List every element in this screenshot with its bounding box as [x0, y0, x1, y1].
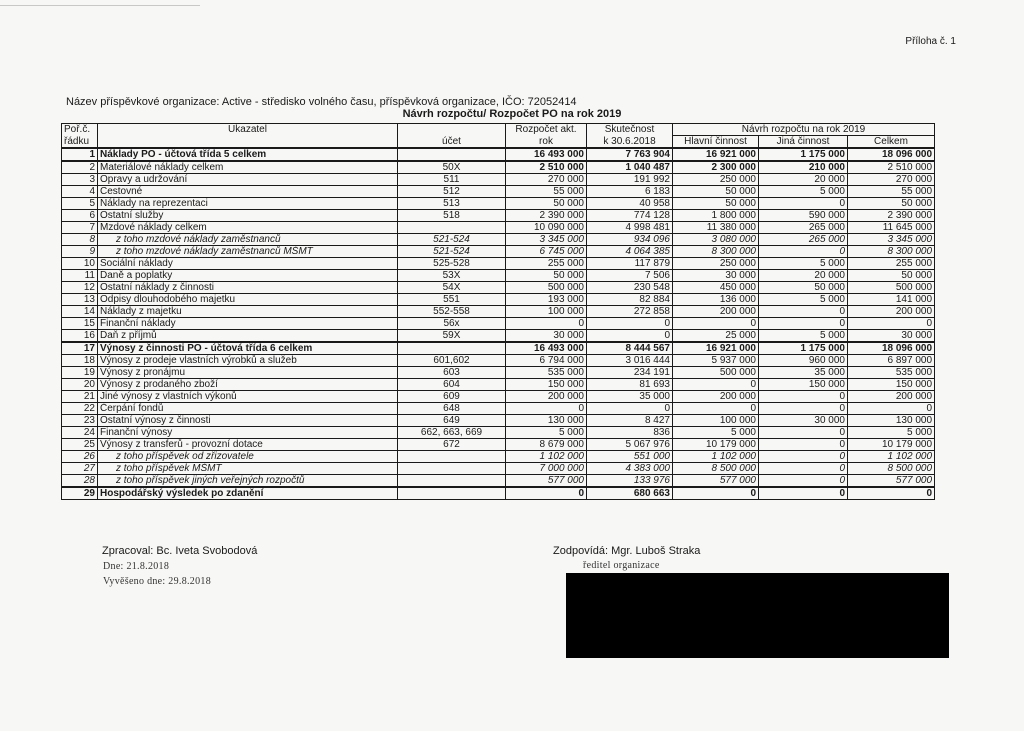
table-row — [62, 403, 935, 415]
account-code — [398, 222, 506, 234]
actual-to-date: 8 427 — [587, 415, 673, 427]
row-number: 13 — [62, 294, 98, 306]
proposal-total: 270 000 — [848, 174, 935, 186]
actual-to-date: 40 958 — [587, 198, 673, 210]
actual-to-date: 0 — [587, 318, 673, 330]
table-row — [62, 246, 935, 258]
budget-current-year: 100 000 — [506, 306, 587, 318]
proposal-main-activity: 8 500 000 — [673, 463, 759, 475]
proposal-total: 141 000 — [848, 294, 935, 306]
indicator-name: Finanční výnosy — [98, 427, 398, 439]
header-account-top — [398, 124, 506, 136]
budget-current-year: 50 000 — [506, 270, 587, 282]
row-number: 10 — [62, 258, 98, 270]
actual-to-date: 5 067 976 — [587, 439, 673, 451]
actual-to-date: 81 693 — [587, 379, 673, 391]
proposal-main-activity: 11 380 000 — [673, 222, 759, 234]
proposal-total: 6 897 000 — [848, 355, 935, 367]
proposal-main-activity: 100 000 — [673, 415, 759, 427]
table-row — [62, 306, 935, 318]
indicator-name: Sociální náklady — [98, 258, 398, 270]
table-subheader-row — [62, 136, 935, 149]
row-number: 24 — [62, 427, 98, 439]
header-row-number: Poř.č. — [62, 124, 98, 136]
proposal-main-activity: 200 000 — [673, 391, 759, 403]
proposal-main-activity: 200 000 — [673, 306, 759, 318]
row-number: 9 — [62, 246, 98, 258]
table-row — [62, 210, 935, 222]
proposal-total: 18 096 000 — [848, 148, 935, 161]
proposal-other-activity: 35 000 — [759, 367, 848, 379]
proposal-other-activity: 0 — [759, 427, 848, 439]
proposal-main-activity: 5 937 000 — [673, 355, 759, 367]
row-number: 25 — [62, 439, 98, 451]
proposal-other-activity: 0 — [759, 198, 848, 210]
indicator-name: Výnosy z transferů - provozní dotace — [98, 439, 398, 451]
row-number: 6 — [62, 210, 98, 222]
account-code: 53X — [398, 270, 506, 282]
row-number: 28 — [62, 475, 98, 488]
actual-to-date: 7 763 904 — [587, 148, 673, 161]
proposal-total: 255 000 — [848, 258, 935, 270]
row-number: 27 — [62, 463, 98, 475]
proposal-total: 0 — [848, 487, 935, 500]
account-code: 649 — [398, 415, 506, 427]
actual-to-date: 0 — [587, 330, 673, 343]
budget-table — [61, 123, 935, 500]
actual-to-date: 934 096 — [587, 234, 673, 246]
actual-to-date: 272 858 — [587, 306, 673, 318]
row-number: 26 — [62, 451, 98, 463]
proposal-other-activity: 5 000 — [759, 330, 848, 343]
proposal-other-activity: 20 000 — [759, 270, 848, 282]
account-code: 525-528 — [398, 258, 506, 270]
proposal-main-activity: 500 000 — [673, 367, 759, 379]
budget-current-year: 0 — [506, 487, 587, 500]
proposal-total: 11 645 000 — [848, 222, 935, 234]
budget-current-year: 150 000 — [506, 379, 587, 391]
proposal-other-activity: 0 — [759, 318, 848, 330]
actual-to-date: 8 444 567 — [587, 342, 673, 355]
header-account: účet — [398, 136, 506, 149]
proposal-main-activity: 0 — [673, 403, 759, 415]
budget-current-year: 50 000 — [506, 198, 587, 210]
actual-to-date: 117 879 — [587, 258, 673, 270]
indicator-name: Výnosy z prodeje vlastních výrobků a služeb — [98, 355, 398, 367]
indicator-name: Náklady na reprezentaci — [98, 198, 398, 210]
account-code — [398, 487, 506, 500]
proposal-total: 30 000 — [848, 330, 935, 343]
posted-date: Vyvěšeno dne: 29.8.2018 — [103, 576, 211, 587]
row-number: 12 — [62, 282, 98, 294]
table-row — [62, 330, 935, 343]
row-number: 29 — [62, 487, 98, 500]
indicator-name: Odpisy dlouhodobého majetku — [98, 294, 398, 306]
row-number: 23 — [62, 415, 98, 427]
proposal-other-activity: 5 000 — [759, 258, 848, 270]
row-number: 20 — [62, 379, 98, 391]
budget-current-year: 0 — [506, 403, 587, 415]
budget-current-year: 200 000 — [506, 391, 587, 403]
proposal-other-activity: 265 000 — [759, 234, 848, 246]
proposal-other-activity: 265 000 — [759, 222, 848, 234]
proposal-main-activity: 250 000 — [673, 258, 759, 270]
header-other-activity: Jiná činnost — [759, 136, 848, 149]
table-row — [62, 161, 935, 174]
header-proposal: Návrh rozpočtu na rok 2019 — [673, 124, 935, 136]
header-indicator-bottom — [98, 136, 398, 149]
proposal-total: 2 510 000 — [848, 161, 935, 174]
budget-current-year: 30 000 — [506, 330, 587, 343]
budget-current-year: 6 745 000 — [506, 246, 587, 258]
table-row — [62, 222, 935, 234]
proposal-total: 1 102 000 — [848, 451, 935, 463]
indicator-name: z toho mzdové náklady zaměstnanců — [98, 234, 398, 246]
proposal-other-activity: 0 — [759, 403, 848, 415]
table-row — [62, 174, 935, 186]
header-budget: Rozpočet akt. — [506, 124, 587, 136]
proposal-other-activity: 30 000 — [759, 415, 848, 427]
account-code: 512 — [398, 186, 506, 198]
indicator-name: Výnosy z pronájmu — [98, 367, 398, 379]
budget-current-year: 16 493 000 — [506, 342, 587, 355]
row-number: 5 — [62, 198, 98, 210]
actual-to-date: 230 548 — [587, 282, 673, 294]
responsible-role: ředitel organizace — [583, 560, 660, 571]
proposal-total: 200 000 — [848, 306, 935, 318]
proposal-total: 8 500 000 — [848, 463, 935, 475]
proposal-total: 5 000 — [848, 427, 935, 439]
proposal-other-activity: 50 000 — [759, 282, 848, 294]
proposal-other-activity: 0 — [759, 475, 848, 488]
indicator-name: Náklady z majetku — [98, 306, 398, 318]
redacted-signature-block — [566, 573, 949, 658]
scan-edge-line — [0, 5, 200, 6]
actual-to-date: 836 — [587, 427, 673, 439]
indicator-name: z toho příspěvek MŠMT — [98, 463, 398, 475]
row-number: 21 — [62, 391, 98, 403]
indicator-name: Náklady PO - účtová třída 5 celkem — [98, 148, 398, 161]
budget-current-year: 0 — [506, 318, 587, 330]
actual-to-date: 4 383 000 — [587, 463, 673, 475]
proposal-main-activity: 250 000 — [673, 174, 759, 186]
proposal-main-activity: 1 800 000 — [673, 210, 759, 222]
indicator-name: z toho příspěvek od zřizovatele — [98, 451, 398, 463]
budget-current-year: 500 000 — [506, 282, 587, 294]
indicator-name: Ostatní výnosy z činnosti — [98, 415, 398, 427]
header-actual-2: k 30.6.2018 — [587, 136, 673, 149]
account-code: 604 — [398, 379, 506, 391]
row-number: 18 — [62, 355, 98, 367]
proposal-main-activity: 50 000 — [673, 198, 759, 210]
proposal-total: 535 000 — [848, 367, 935, 379]
proposal-main-activity: 10 179 000 — [673, 439, 759, 451]
table-row — [62, 391, 935, 403]
actual-to-date: 234 191 — [587, 367, 673, 379]
table-header-row — [62, 124, 935, 136]
proposal-other-activity: 1 175 000 — [759, 342, 848, 355]
table-row — [62, 487, 935, 500]
budget-current-year: 2 390 000 — [506, 210, 587, 222]
actual-to-date: 680 663 — [587, 487, 673, 500]
table-row — [62, 148, 935, 161]
proposal-total: 200 000 — [848, 391, 935, 403]
budget-current-year: 130 000 — [506, 415, 587, 427]
actual-to-date: 133 976 — [587, 475, 673, 488]
header-total: Celkem — [848, 136, 935, 149]
row-number: 17 — [62, 342, 98, 355]
account-code: 50X — [398, 161, 506, 174]
account-code — [398, 463, 506, 475]
indicator-name: z toho příspěvek jiných veřejných rozpočtů — [98, 475, 398, 488]
account-code — [398, 342, 506, 355]
organization-line: Název příspěvkové organizace: Active - středisko volného času, příspěvková organizace, IČO: 72052414 — [66, 96, 577, 108]
indicator-name: Daně a poplatky — [98, 270, 398, 282]
proposal-total: 18 096 000 — [848, 342, 935, 355]
table-row — [62, 342, 935, 355]
account-code: 59X — [398, 330, 506, 343]
row-number: 22 — [62, 403, 98, 415]
proposal-total: 500 000 — [848, 282, 935, 294]
account-code: 551 — [398, 294, 506, 306]
table-row — [62, 258, 935, 270]
budget-current-year: 3 345 000 — [506, 234, 587, 246]
budget-current-year: 6 794 000 — [506, 355, 587, 367]
proposal-main-activity: 16 921 000 — [673, 342, 759, 355]
account-code: 54X — [398, 282, 506, 294]
account-code: 662, 663, 669 — [398, 427, 506, 439]
row-number: 8 — [62, 234, 98, 246]
indicator-name: Hospodářský výsledek po zdanění — [98, 487, 398, 500]
row-number: 3 — [62, 174, 98, 186]
table-row — [62, 186, 935, 198]
indicator-name: Čerpání fondů — [98, 403, 398, 415]
proposal-main-activity: 450 000 — [673, 282, 759, 294]
actual-to-date: 191 992 — [587, 174, 673, 186]
indicator-name: Ostatní služby — [98, 210, 398, 222]
budget-current-year: 193 000 — [506, 294, 587, 306]
proposal-other-activity: 150 000 — [759, 379, 848, 391]
account-code: 521-524 — [398, 234, 506, 246]
budget-current-year: 577 000 — [506, 475, 587, 488]
proposal-total: 150 000 — [848, 379, 935, 391]
indicator-name: Cestovné — [98, 186, 398, 198]
proposal-total: 50 000 — [848, 198, 935, 210]
actual-to-date: 6 183 — [587, 186, 673, 198]
account-code: 672 — [398, 439, 506, 451]
table-row — [62, 318, 935, 330]
proposal-main-activity: 3 080 000 — [673, 234, 759, 246]
proposal-other-activity: 0 — [759, 487, 848, 500]
actual-to-date: 7 506 — [587, 270, 673, 282]
proposal-main-activity: 0 — [673, 487, 759, 500]
proposal-total: 130 000 — [848, 415, 935, 427]
budget-current-year: 8 679 000 — [506, 439, 587, 451]
table-row — [62, 415, 935, 427]
budget-current-year: 16 493 000 — [506, 148, 587, 161]
table-row — [62, 427, 935, 439]
indicator-name: Výnosy z činnosti PO - účtová třída 6 celkem — [98, 342, 398, 355]
proposal-main-activity: 0 — [673, 318, 759, 330]
actual-to-date: 4 998 481 — [587, 222, 673, 234]
proposal-total: 577 000 — [848, 475, 935, 488]
proposal-other-activity: 590 000 — [759, 210, 848, 222]
budget-current-year: 535 000 — [506, 367, 587, 379]
actual-to-date: 551 000 — [587, 451, 673, 463]
proposal-main-activity: 577 000 — [673, 475, 759, 488]
proposal-main-activity: 0 — [673, 379, 759, 391]
indicator-name: Opravy a udržování — [98, 174, 398, 186]
indicator-name: Mzdové náklady celkem — [98, 222, 398, 234]
table-row — [62, 379, 935, 391]
table-row — [62, 463, 935, 475]
proposal-other-activity: 960 000 — [759, 355, 848, 367]
budget-current-year: 270 000 — [506, 174, 587, 186]
proposal-other-activity: 0 — [759, 306, 848, 318]
proposal-total: 3 345 000 — [848, 234, 935, 246]
table-row — [62, 294, 935, 306]
account-code: 603 — [398, 367, 506, 379]
indicator-name: Výnosy z prodaného zboží — [98, 379, 398, 391]
account-code — [398, 148, 506, 161]
account-code: 601,602 — [398, 355, 506, 367]
account-code — [398, 475, 506, 488]
proposal-total: 8 300 000 — [848, 246, 935, 258]
account-code: 511 — [398, 174, 506, 186]
proposal-main-activity: 136 000 — [673, 294, 759, 306]
actual-to-date: 82 884 — [587, 294, 673, 306]
proposal-main-activity: 50 000 — [673, 186, 759, 198]
proposal-total: 0 — [848, 403, 935, 415]
annex-label: Příloha č. 1 — [905, 36, 956, 47]
proposal-main-activity: 2 300 000 — [673, 161, 759, 174]
indicator-name: Ostatní náklady z činnosti — [98, 282, 398, 294]
actual-to-date: 1 040 487 — [587, 161, 673, 174]
proposal-other-activity: 5 000 — [759, 294, 848, 306]
actual-to-date: 35 000 — [587, 391, 673, 403]
proposal-other-activity: 5 000 — [759, 186, 848, 198]
indicator-name: z toho mzdové náklady zaměstnanců MŠMT — [98, 246, 398, 258]
responsible-person: Zodpovídá: Mgr. Luboš Straka — [553, 545, 701, 557]
document-title: Návrh rozpočtu/ Rozpočet PO na rok 2019 — [402, 108, 622, 120]
indicator-name: Jiné výnosy z vlastních výkonů — [98, 391, 398, 403]
table-row — [62, 439, 935, 451]
row-number: 11 — [62, 270, 98, 282]
proposal-total: 55 000 — [848, 186, 935, 198]
account-code: 648 — [398, 403, 506, 415]
proposal-main-activity: 8 300 000 — [673, 246, 759, 258]
account-code: 609 — [398, 391, 506, 403]
proposal-main-activity: 1 102 000 — [673, 451, 759, 463]
table-row — [62, 270, 935, 282]
proposal-total: 2 390 000 — [848, 210, 935, 222]
table-row — [62, 355, 935, 367]
actual-to-date: 4 064 385 — [587, 246, 673, 258]
account-code: 513 — [398, 198, 506, 210]
row-number: 15 — [62, 318, 98, 330]
header-row-number-2: řádku — [62, 136, 98, 149]
proposal-other-activity: 0 — [759, 451, 848, 463]
table-row — [62, 198, 935, 210]
account-code: 56x — [398, 318, 506, 330]
proposal-main-activity: 30 000 — [673, 270, 759, 282]
row-number: 4 — [62, 186, 98, 198]
proposal-other-activity: 0 — [759, 463, 848, 475]
actual-to-date: 3 016 444 — [587, 355, 673, 367]
proposal-other-activity: 210 000 — [759, 161, 848, 174]
budget-current-year: 10 090 000 — [506, 222, 587, 234]
actual-to-date: 774 128 — [587, 210, 673, 222]
table-row — [62, 475, 935, 488]
proposal-total: 10 179 000 — [848, 439, 935, 451]
account-code: 518 — [398, 210, 506, 222]
header-main-activity: Hlavní činnost — [673, 136, 759, 149]
row-number: 16 — [62, 330, 98, 343]
indicator-name: Finanční náklady — [98, 318, 398, 330]
table-row — [62, 234, 935, 246]
budget-current-year: 5 000 — [506, 427, 587, 439]
proposal-other-activity: 0 — [759, 391, 848, 403]
table-row — [62, 282, 935, 294]
table-row — [62, 367, 935, 379]
row-number: 14 — [62, 306, 98, 318]
proposal-main-activity: 5 000 — [673, 427, 759, 439]
row-number: 7 — [62, 222, 98, 234]
row-number: 1 — [62, 148, 98, 161]
proposal-other-activity: 0 — [759, 246, 848, 258]
account-code: 521-524 — [398, 246, 506, 258]
account-code — [398, 451, 506, 463]
budget-current-year: 7 000 000 — [506, 463, 587, 475]
prepared-by: Zpracoval: Bc. Iveta Svobodová — [102, 545, 258, 557]
prepared-date: Dne: 21.8.2018 — [103, 561, 170, 572]
budget-current-year: 2 510 000 — [506, 161, 587, 174]
indicator-name: Daň z příjmů — [98, 330, 398, 343]
proposal-total: 0 — [848, 318, 935, 330]
header-budget-2: rok — [506, 136, 587, 149]
actual-to-date: 0 — [587, 403, 673, 415]
proposal-total: 50 000 — [848, 270, 935, 282]
indicator-name: Materiálové náklady celkem — [98, 161, 398, 174]
table-row — [62, 451, 935, 463]
header-actual: Skutečnost — [587, 124, 673, 136]
row-number: 19 — [62, 367, 98, 379]
header-indicator: Ukazatel — [98, 124, 398, 136]
proposal-other-activity: 1 175 000 — [759, 148, 848, 161]
budget-current-year: 55 000 — [506, 186, 587, 198]
row-number: 2 — [62, 161, 98, 174]
account-code: 552-558 — [398, 306, 506, 318]
proposal-main-activity: 16 921 000 — [673, 148, 759, 161]
proposal-other-activity: 0 — [759, 439, 848, 451]
budget-current-year: 1 102 000 — [506, 451, 587, 463]
proposal-main-activity: 25 000 — [673, 330, 759, 343]
budget-current-year: 255 000 — [506, 258, 587, 270]
proposal-other-activity: 20 000 — [759, 174, 848, 186]
